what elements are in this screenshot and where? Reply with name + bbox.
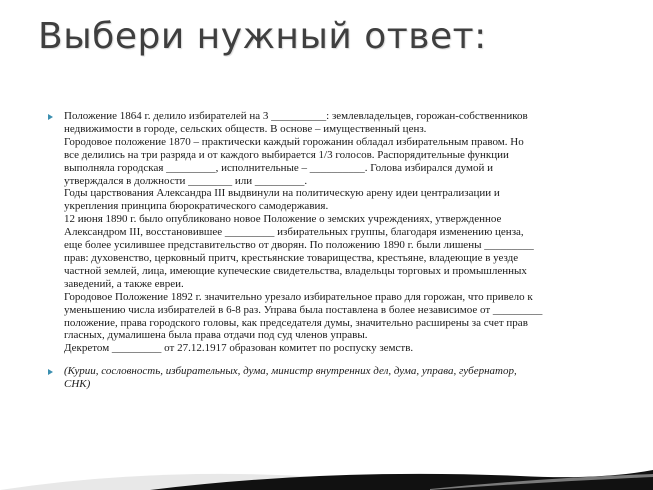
bullet-arrow-icon [48, 369, 53, 375]
hint-paragraph: (Курии, сословность, избирательных, дума, министр внутренних дел, дума, управа, губернатор, СНК) [64, 365, 517, 391]
slide-content [44, 110, 614, 391]
decorative-swoosh [0, 440, 653, 490]
swoosh-dark [150, 470, 653, 490]
bullet-item-hint [44, 365, 614, 391]
main-paragraph: Положение 1864 г. делило избирателей на 3 __________: землевладельцев, горожан-собственников недвижимости в городе, сельских обществ. В основе – имущественный ценз. Городовое положение 1870 – практически каждый горожанин обладал избирательным правом. Но все делились на три разряда и от каждого выбирается 1/3 голосов. Распорядительные функции выполняла городская _________, исполнительные – __________. Голова избирался думой и утверждался в должности ________ или _________. Годы царствования Александра III выдвинули на политическую арену идеи централизации и укрепления принципа бюрократического самодержавия. 12 июня 1890 г. было опубликовано новое Положение о земских учреждениях, утвержденное Александром III, восстановившее _________ избирательных группы, благодаря изменению ценза, еще более усилившее представительство от дворян. По положению 1890 г. были лишены _________ прав: духовенство, церковный притч, крестьянские товарищества, крестьяне, владеющие в уезде частной землей, лица, имеющие купеческие свидетельства, владельцы торговых и промышленных заведений, а также евреи. Городовое Положение 1892 г. значительно урезало избирательное право для горожан, что привело к уменьшению числа избирателей в 6-8 раз. Управа была поставлена в более независимое от _________ положение, права городского головы, как председателя думы, значительно расширены за счет прав гласных, думалишена была права отдачи под суд членов управы. Декретом _________ от 27.12.1917 образован комитет по роспуску земств. [64, 110, 543, 355]
bullet-item-text [44, 110, 614, 355]
bullet-arrow-icon [48, 114, 53, 120]
page-title: Выбери нужный ответ: [38, 16, 487, 57]
swoosh-light [0, 474, 420, 490]
swoosh-gray [430, 474, 653, 490]
